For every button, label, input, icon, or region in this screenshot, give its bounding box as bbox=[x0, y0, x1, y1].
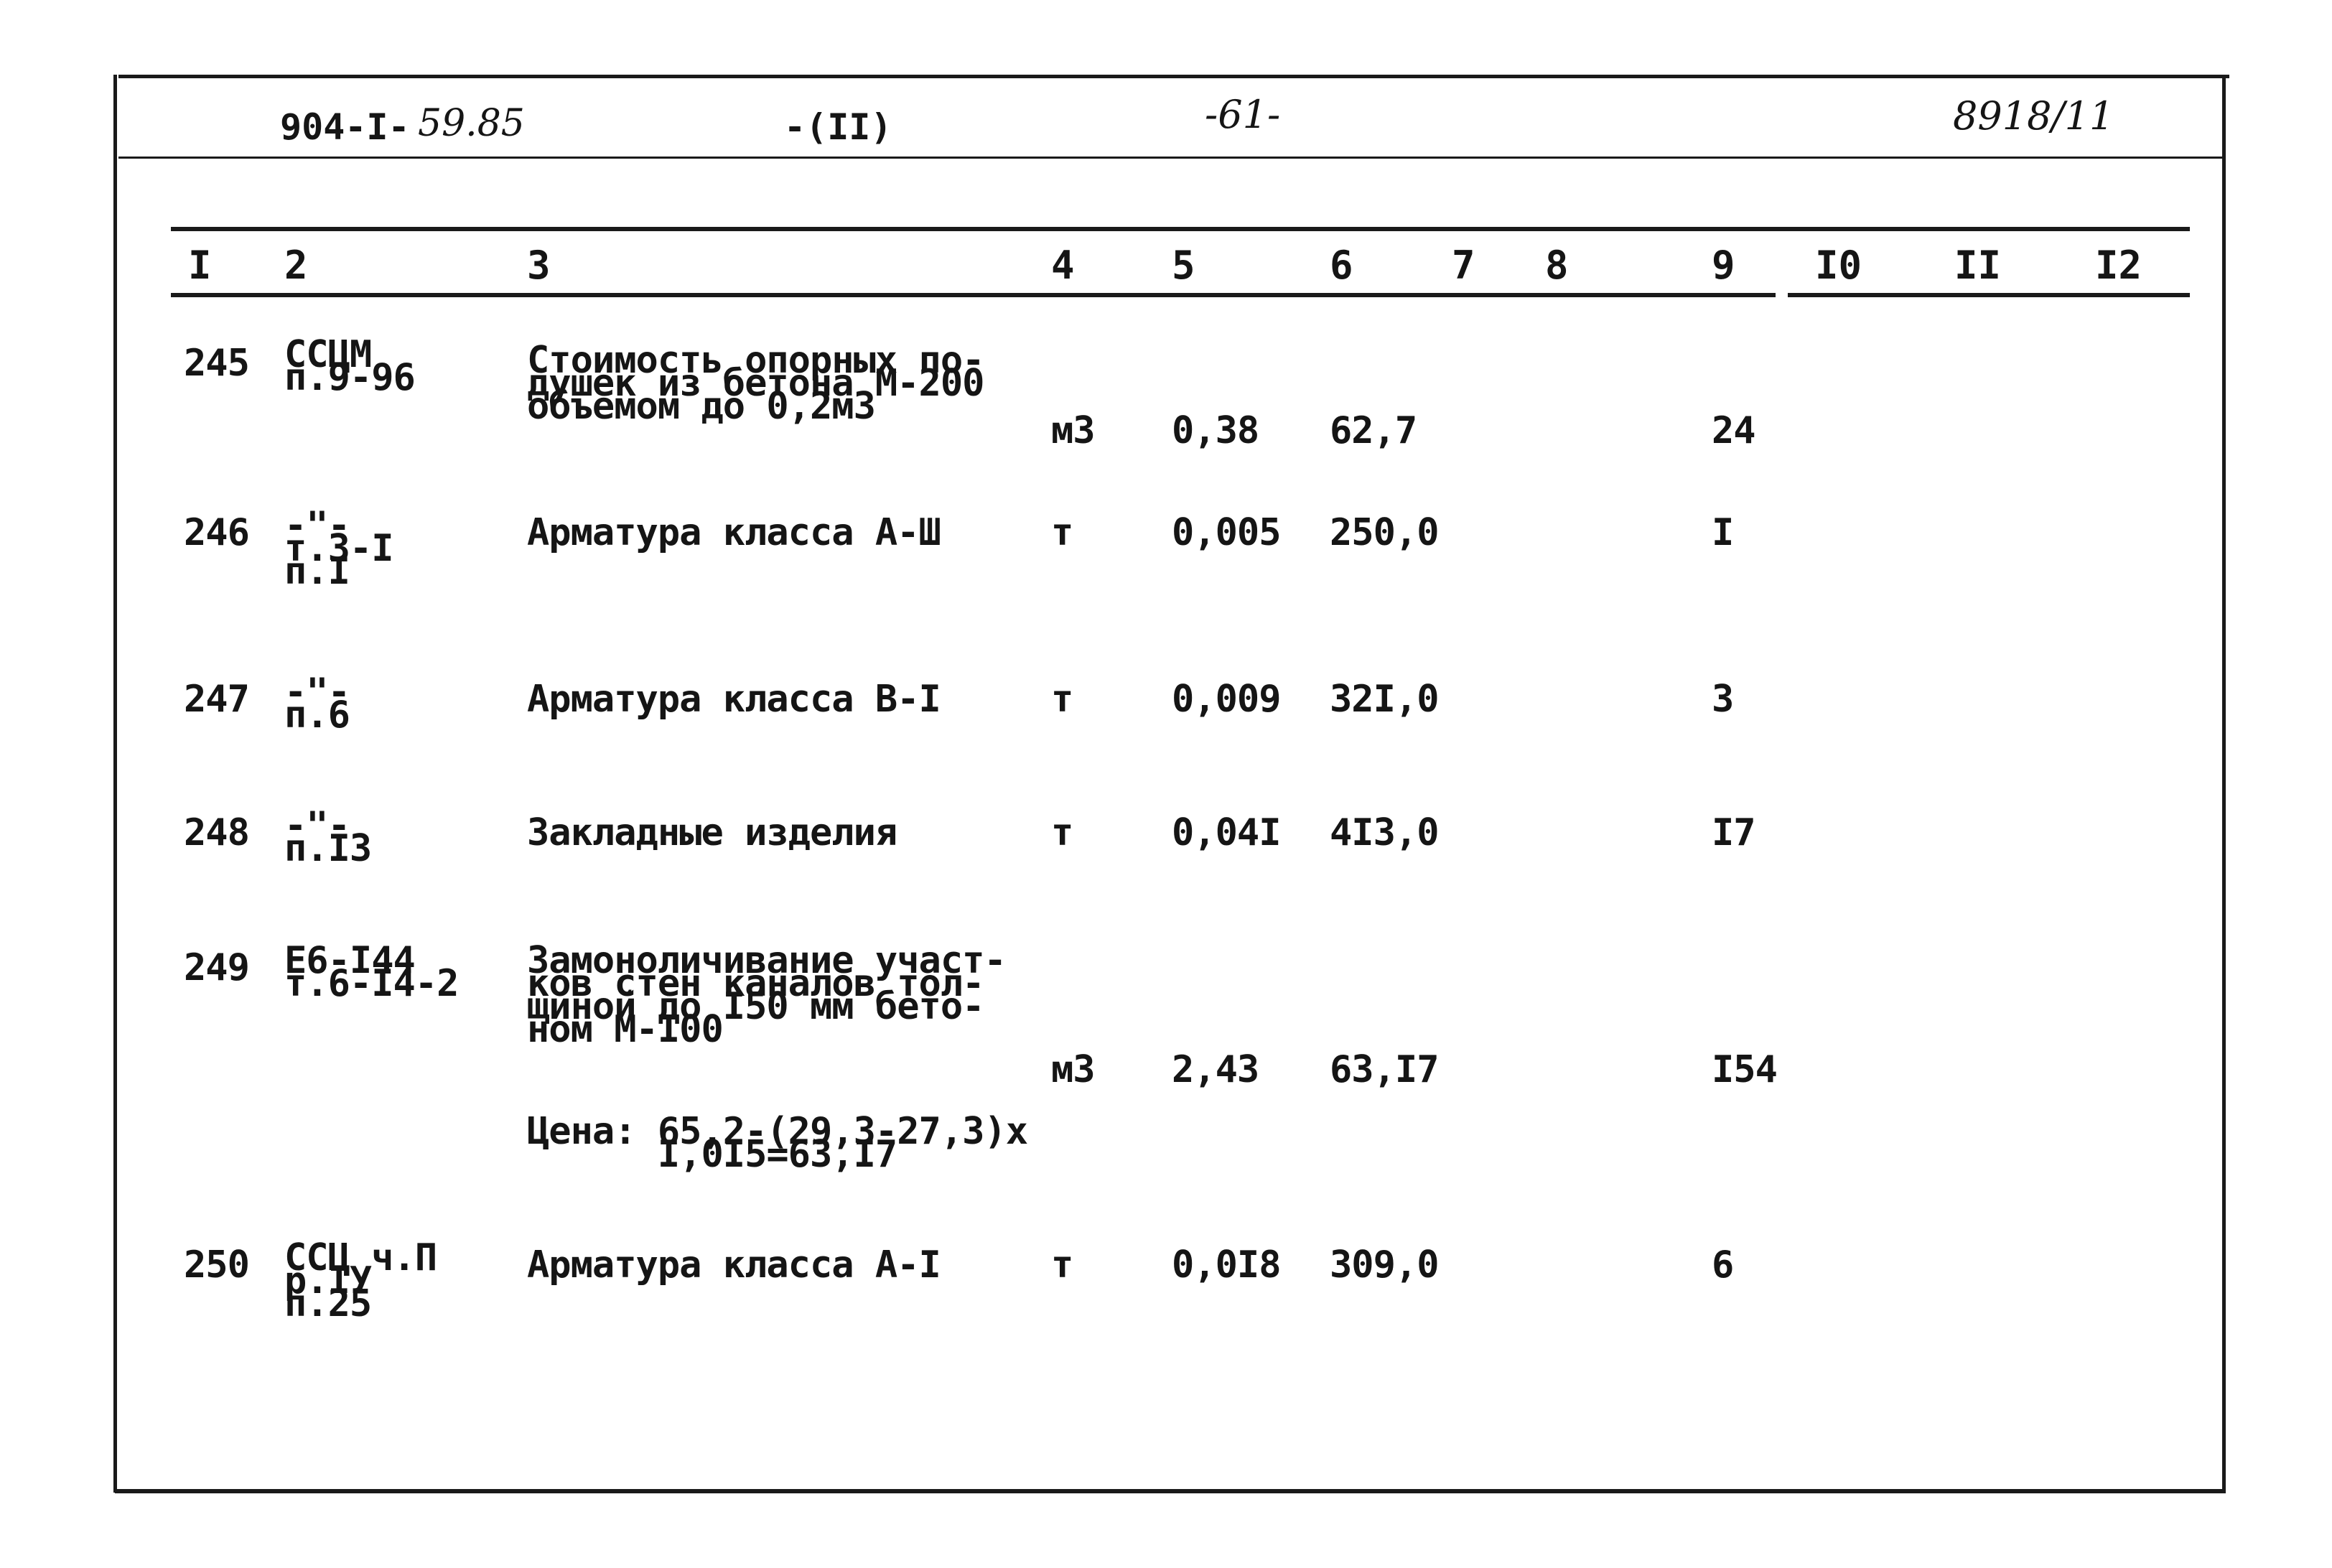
row-description: Замоноличивание участ- ков стен каналов тол- щиной до I50 мм бето- ном М-I00 bbox=[527, 939, 1006, 1051]
table-header-bottom-rule bbox=[171, 293, 1776, 297]
archive-mark: 8918/11 bbox=[1953, 93, 2114, 139]
row-reference: Е6-I44 т.6-I4-2 bbox=[284, 939, 459, 1005]
row-description: Стоимость опорных по- душек из бетона М-200 объемом до 0,2м3 bbox=[527, 339, 984, 428]
row-quantity: 0,0I8 bbox=[1172, 1243, 1281, 1287]
frame-top-border bbox=[118, 75, 2229, 78]
stamp-divider bbox=[118, 157, 2226, 159]
document-code-handwritten: 59.85 bbox=[418, 102, 525, 145]
row-total: I54 bbox=[1712, 1048, 1777, 1091]
frame-right-border bbox=[2222, 75, 2226, 1493]
column-header: 2 bbox=[284, 243, 308, 288]
row-total: I bbox=[1712, 511, 1734, 554]
column-header: I2 bbox=[2095, 243, 2142, 288]
column-header: 6 bbox=[1330, 243, 1353, 288]
row-quantity: 0,38 bbox=[1172, 409, 1259, 452]
document-code: 904-I- bbox=[280, 106, 410, 148]
row-number: 246 bbox=[184, 511, 249, 554]
row-description: Закладные изделия bbox=[527, 811, 897, 854]
row-quantity: 0,04I bbox=[1172, 811, 1281, 854]
row-unit: т bbox=[1051, 811, 1073, 854]
row-total: 6 bbox=[1712, 1243, 1734, 1287]
row-reference: -"- т.3-I п.I bbox=[284, 504, 393, 593]
row-total: I7 bbox=[1712, 811, 1755, 854]
column-header: 9 bbox=[1712, 243, 1735, 288]
row-number: 245 bbox=[184, 342, 249, 385]
row-reference: ССЦ ч.П р.IУ п.25 bbox=[284, 1236, 437, 1325]
row-price: 250,0 bbox=[1330, 511, 1439, 554]
row-quantity: 0,009 bbox=[1172, 678, 1281, 721]
row-reference: -"- п.6 bbox=[284, 671, 350, 737]
table-header-top-rule bbox=[171, 227, 2190, 231]
row-price: 4I3,0 bbox=[1330, 811, 1439, 854]
row-description: Арматура класса А-Ш bbox=[527, 511, 941, 554]
row-price: 32I,0 bbox=[1330, 678, 1439, 721]
row-description: Арматура класса А-I bbox=[527, 1243, 941, 1287]
column-header: 7 bbox=[1452, 243, 1475, 288]
row-total: 24 bbox=[1712, 409, 1755, 452]
frame-left-border bbox=[113, 75, 117, 1493]
row-quantity: 2,43 bbox=[1172, 1048, 1259, 1091]
frame-bottom-border bbox=[115, 1489, 2226, 1493]
column-header: I bbox=[188, 243, 212, 288]
row-price: 309,0 bbox=[1330, 1243, 1439, 1287]
row-number: 247 bbox=[184, 678, 249, 721]
row-number: 250 bbox=[184, 1243, 249, 1287]
column-header: 8 bbox=[1545, 243, 1569, 288]
column-header: I0 bbox=[1815, 243, 1862, 288]
row-number: 249 bbox=[184, 946, 249, 989]
row-price: 63,I7 bbox=[1330, 1048, 1439, 1091]
row-unit: м3 bbox=[1051, 409, 1095, 452]
row-reference: -"- п.I3 bbox=[284, 804, 372, 870]
row-description: Арматура класса В-I bbox=[527, 678, 941, 721]
table-header-bottom-rule bbox=[1788, 293, 2190, 297]
row-unit: т bbox=[1051, 678, 1073, 721]
column-header: 4 bbox=[1051, 243, 1075, 288]
section-label: -(II) bbox=[784, 106, 892, 148]
row-quantity: 0,005 bbox=[1172, 511, 1281, 554]
column-header: 5 bbox=[1172, 243, 1195, 288]
row-number: 248 bbox=[184, 811, 249, 854]
sheet-number: -61- bbox=[1205, 92, 1281, 137]
row-unit: м3 bbox=[1051, 1048, 1095, 1091]
row-price: 62,7 bbox=[1330, 409, 1417, 452]
column-header: 3 bbox=[527, 243, 551, 288]
row-price-note: Цена: 65,2-(29,3-27,3)x I,0I5=63,I7 bbox=[527, 1110, 1028, 1176]
row-unit: т bbox=[1051, 511, 1073, 554]
column-header: II bbox=[1954, 243, 2002, 288]
row-reference: ССЦМ п.9-96 bbox=[284, 333, 415, 399]
row-unit: т bbox=[1051, 1243, 1073, 1287]
row-total: 3 bbox=[1712, 678, 1734, 721]
